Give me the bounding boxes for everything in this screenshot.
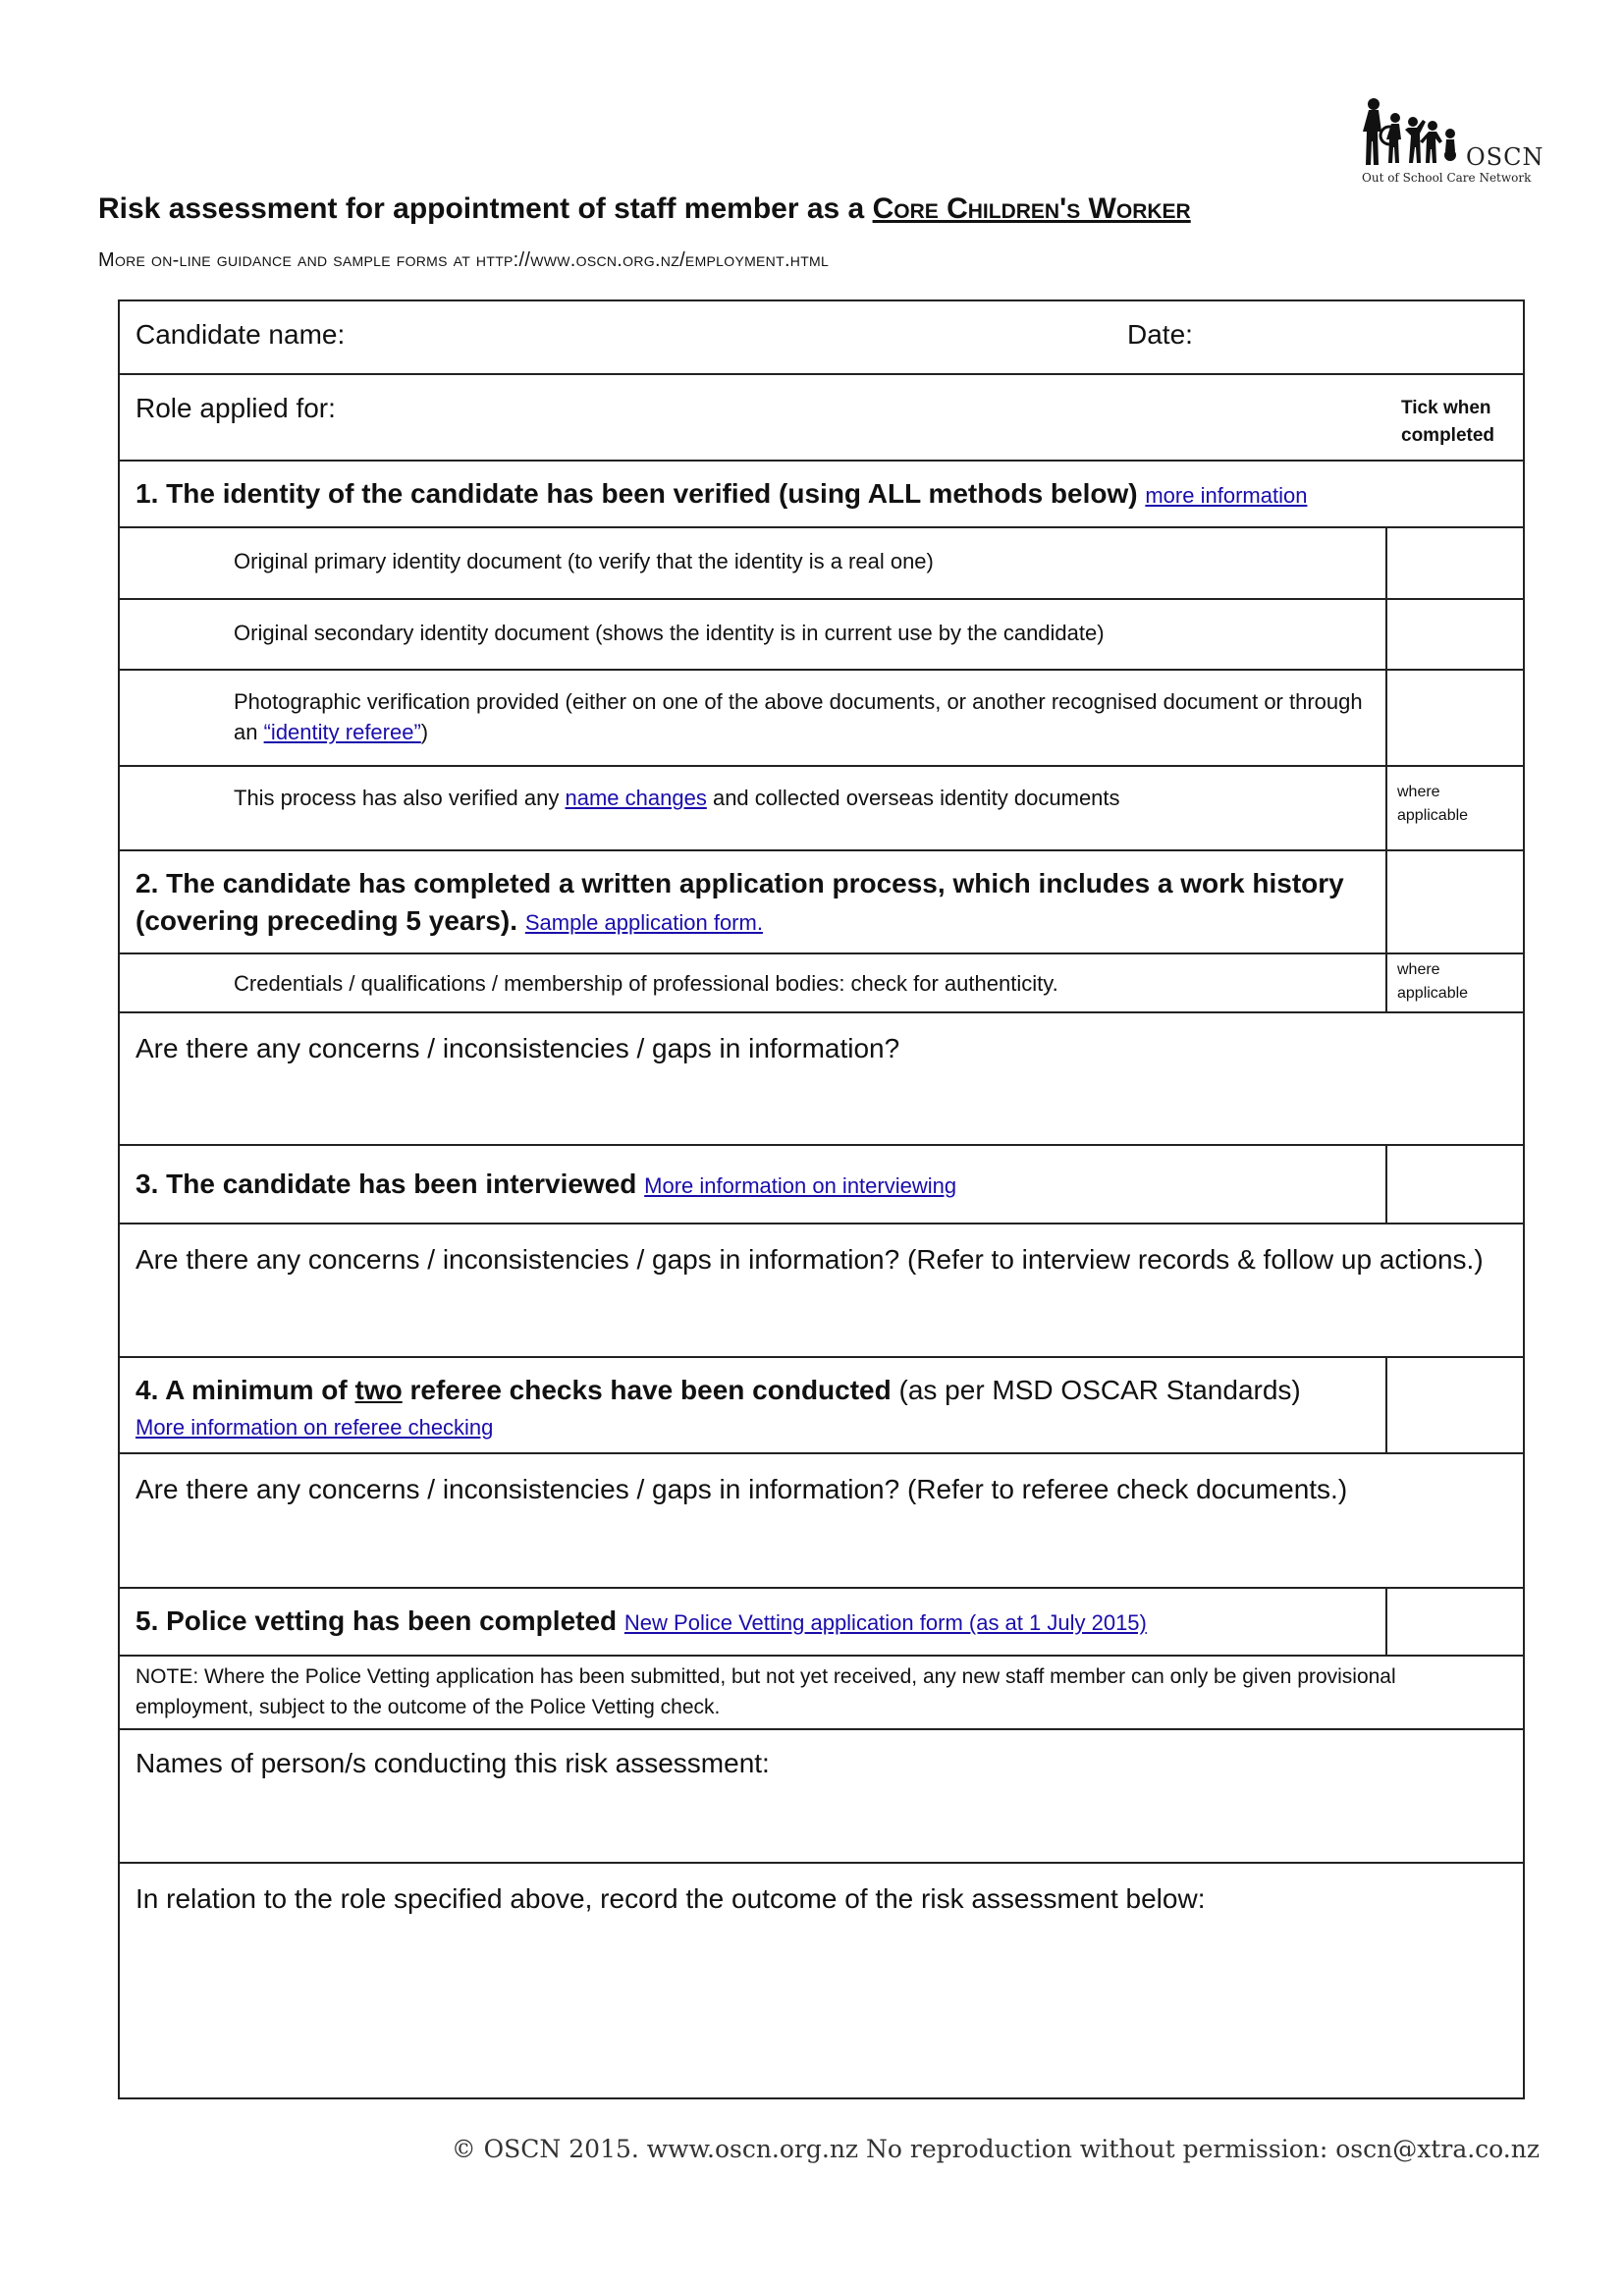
police-vetting-note: NOTE: Where the Police Vetting application has been submitted, but not yet received, any new staff member can only be given provisional employment, subject to the outcome of the Police Vetting check. xyxy=(135,1665,1396,1718)
name-changes-text: This process has also verified any xyxy=(234,786,560,810)
role-row xyxy=(120,375,1523,462)
title-prefix: Risk assessment for appointment of staff member as a xyxy=(98,192,865,225)
title-role: Core Children's Worker xyxy=(872,192,1191,225)
section5-title-text: 5. Police vetting has been completed xyxy=(135,1605,618,1636)
section3-title-text: 3. The candidate has been interviewed xyxy=(135,1169,637,1199)
name-changes-suffix: and collected overseas identity documents xyxy=(712,786,1120,810)
credentials-item: Credentials / qualifications / membership of professional bodies: check for authenticity. xyxy=(234,971,1058,996)
primary-id-tick-cell[interactable] xyxy=(1385,528,1523,598)
primary-id-item: Original primary identity document (to verify that the identity is a real one) xyxy=(234,549,934,573)
assessors-row[interactable] xyxy=(120,1730,1523,1864)
name-changes-where-applicable: where applicable xyxy=(1397,784,1469,824)
section3-heading-row xyxy=(120,1146,1523,1224)
interviewing-info-link[interactable]: More information on interviewing xyxy=(644,1173,957,1198)
police-vetting-form-link[interactable]: New Police Vetting application form (as at 1 July 2015) xyxy=(623,1610,1147,1635)
section4-title-c: referee checks have been conducted xyxy=(409,1375,892,1405)
outcome-row[interactable] xyxy=(120,1864,1523,2097)
name-changes-tick-cell[interactable] xyxy=(1385,767,1523,849)
logo-subtitle: Out of School Care Network xyxy=(1362,171,1532,185)
section2-title xyxy=(135,865,1363,942)
section1-heading-row xyxy=(120,462,1523,528)
section1-item2-row xyxy=(120,600,1523,671)
section1-title xyxy=(135,475,1307,515)
copyright-footer: © OSCN 2015. www.oscn.org.nz No reproduction without permission: oscn@xtra.co.nz xyxy=(451,2135,1540,2163)
section2-heading-row xyxy=(120,851,1523,954)
section5-title xyxy=(135,1603,1147,1642)
section1-title-text: 1. The identity of the candidate has been verified (using ALL methods below) xyxy=(135,478,1138,509)
section2-concerns-row[interactable] xyxy=(120,1013,1523,1146)
identity-referee-link[interactable]: “identity referee” xyxy=(263,720,421,744)
section5-note-row xyxy=(120,1657,1523,1730)
section1-more-info-link[interactable]: more information xyxy=(1145,483,1308,508)
assessors-label: Names of person/s conducting this risk assessment: xyxy=(135,1748,770,1778)
date-label: Date: xyxy=(1127,319,1193,350)
section4-tick-cell[interactable] xyxy=(1385,1358,1523,1452)
credentials-where-applicable: where applicable xyxy=(1397,961,1469,1002)
logo-name: OSCN xyxy=(1466,143,1544,171)
section3-concerns-question: Are there any concerns / inconsistencies / gaps in information? (Refer to interview records & follow up actions.) xyxy=(135,1244,1484,1275)
role-label: Role applied for: xyxy=(135,393,336,423)
section2-title-text: 2. The candidate has completed a written application process, which includes a work history (covering preceding 5 years). xyxy=(135,868,1344,936)
section4-title xyxy=(135,1372,1301,1409)
photo-verification-tick-cell[interactable] xyxy=(1385,671,1523,765)
section4-concerns-question: Are there any concerns / inconsistencies / gaps in information? (Refer to referee check documents.) xyxy=(135,1474,1348,1504)
photo-verification-suffix: ) xyxy=(420,720,429,744)
sample-application-form-link[interactable]: Sample application form. xyxy=(524,910,763,935)
referee-checking-info-link[interactable]: More information on referee checking xyxy=(135,1415,494,1440)
section5-heading-row xyxy=(120,1589,1523,1657)
section4-title-two: two xyxy=(354,1375,403,1405)
section2-credentials-row xyxy=(120,954,1523,1013)
section4-title-d: (as per MSD OSCAR Standards) xyxy=(898,1375,1301,1405)
document-title xyxy=(98,192,1191,226)
candidate-name-label: Candidate name: xyxy=(135,319,346,350)
secondary-id-tick-cell[interactable] xyxy=(1385,600,1523,669)
section3-tick-cell[interactable] xyxy=(1385,1146,1523,1223)
name-changes-item xyxy=(234,783,1120,813)
photo-verification-text: Photographic verification provided (either on one of the above documents, or another recognised document or through an xyxy=(234,689,1363,744)
section3-concerns-row[interactable] xyxy=(120,1224,1523,1358)
document-subtitle: More on-line guidance and sample forms at http://www.oscn.org.nz/employment.html xyxy=(98,249,830,271)
section4-concerns-row[interactable] xyxy=(120,1454,1523,1589)
outcome-label: In relation to the role specified above, record the outcome of the risk assessment below: xyxy=(135,1883,1206,1914)
section3-title xyxy=(135,1166,956,1205)
children-silhouette-icon xyxy=(1360,96,1468,167)
name-changes-link[interactable]: name changes xyxy=(565,786,707,810)
photo-verification-item xyxy=(234,686,1373,747)
section1-item3-row xyxy=(120,671,1523,767)
section5-tick-cell[interactable] xyxy=(1385,1589,1523,1655)
section2-concerns-question: Are there any concerns / inconsistencies / gaps in information? xyxy=(135,1033,900,1063)
section4-heading-row xyxy=(120,1358,1523,1454)
section4-title-a: 4. A minimum of xyxy=(135,1375,348,1405)
risk-assessment-form xyxy=(118,299,1525,2099)
tick-header: Tick when completed xyxy=(1401,398,1495,446)
candidate-row xyxy=(120,301,1523,375)
secondary-id-item: Original secondary identity document (shows the identity is in current use by the candidate) xyxy=(234,621,1105,645)
section1-item1-row xyxy=(120,528,1523,600)
section1-item4-row xyxy=(120,767,1523,851)
oscn-logo xyxy=(1360,96,1546,187)
section2-tick-cell[interactable] xyxy=(1385,851,1523,952)
credentials-tick-cell[interactable] xyxy=(1385,954,1523,1011)
